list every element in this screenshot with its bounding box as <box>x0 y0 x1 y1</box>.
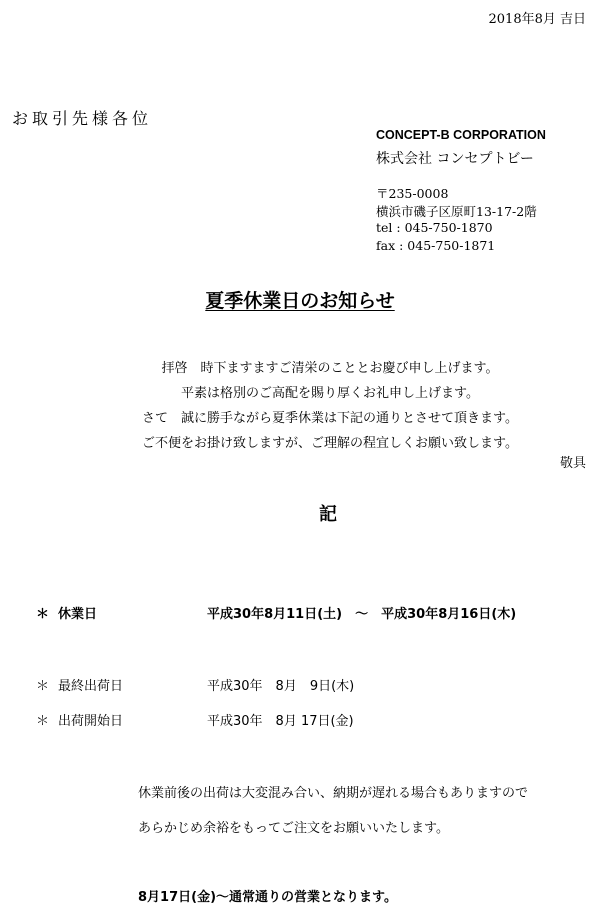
document-title <box>0 286 600 313</box>
item-marker: ＊ <box>36 679 50 694</box>
document-title-text: 夏季休業日のお知らせ <box>205 290 395 312</box>
note-line-1: 休業前後の出荷は大変混み合い、納期が遅れる場合もありますので <box>138 786 529 801</box>
last-shipping-item-label <box>36 675 123 694</box>
item-marker: ＊ <box>36 714 50 729</box>
holiday-item-value: 平成30年8月11日(土) ～ 平成30年8月16日(木) <box>207 607 517 622</box>
address: 横浜市磯子区原町13-17-2階 <box>376 204 537 219</box>
body-line-2: 平素は格別のご高配を賜り厚くお礼申し上げます。 <box>181 386 479 401</box>
item-label: 出荷開始日 <box>58 714 124 729</box>
recipient-line: お取引先様各位 <box>12 109 153 128</box>
shipping-start-item-value: 平成30年 8月 17日(金) <box>207 714 354 729</box>
telephone: tel : 045-750-1870 <box>376 220 493 235</box>
note-line-2: あらかじめ余裕をもってご注文をお願いいたします。 <box>138 821 449 836</box>
body-line-1: 拝啓 時下ますますご清栄のこととお慶び申し上げます。 <box>161 361 499 376</box>
item-label: 最終出荷日 <box>58 679 124 694</box>
document-date: 2018年8月 吉日 <box>488 12 586 27</box>
body-line-4: ご不便をお掛け致しますが、ご理解の程宜しくお願い致します。 <box>142 436 518 451</box>
body-line-3: さて 誠に勝手ながら夏季休業は下記の通りとさせて頂きます。 <box>142 411 518 426</box>
ki-heading: 記 <box>319 504 337 525</box>
fax-number: fax : 045-750-1871 <box>376 238 496 253</box>
business-resume-note: 8月17日(金)～通常通りの営業となります。 <box>138 890 397 905</box>
postal-code: 〒235-0008 <box>376 186 449 201</box>
item-label: 休業日 <box>58 607 98 622</box>
last-shipping-item-value: 平成30年 8月 9日(木) <box>207 679 355 694</box>
closing-word: 敬具 <box>559 456 586 471</box>
item-marker: ＊ <box>36 607 50 622</box>
shipping-start-item-label <box>36 710 123 729</box>
company-name-japanese: 株式会社 コンセプトビー <box>376 151 534 167</box>
company-name-english: CONCEPT-B CORPORATION <box>376 128 546 142</box>
holiday-item-label <box>36 603 97 622</box>
